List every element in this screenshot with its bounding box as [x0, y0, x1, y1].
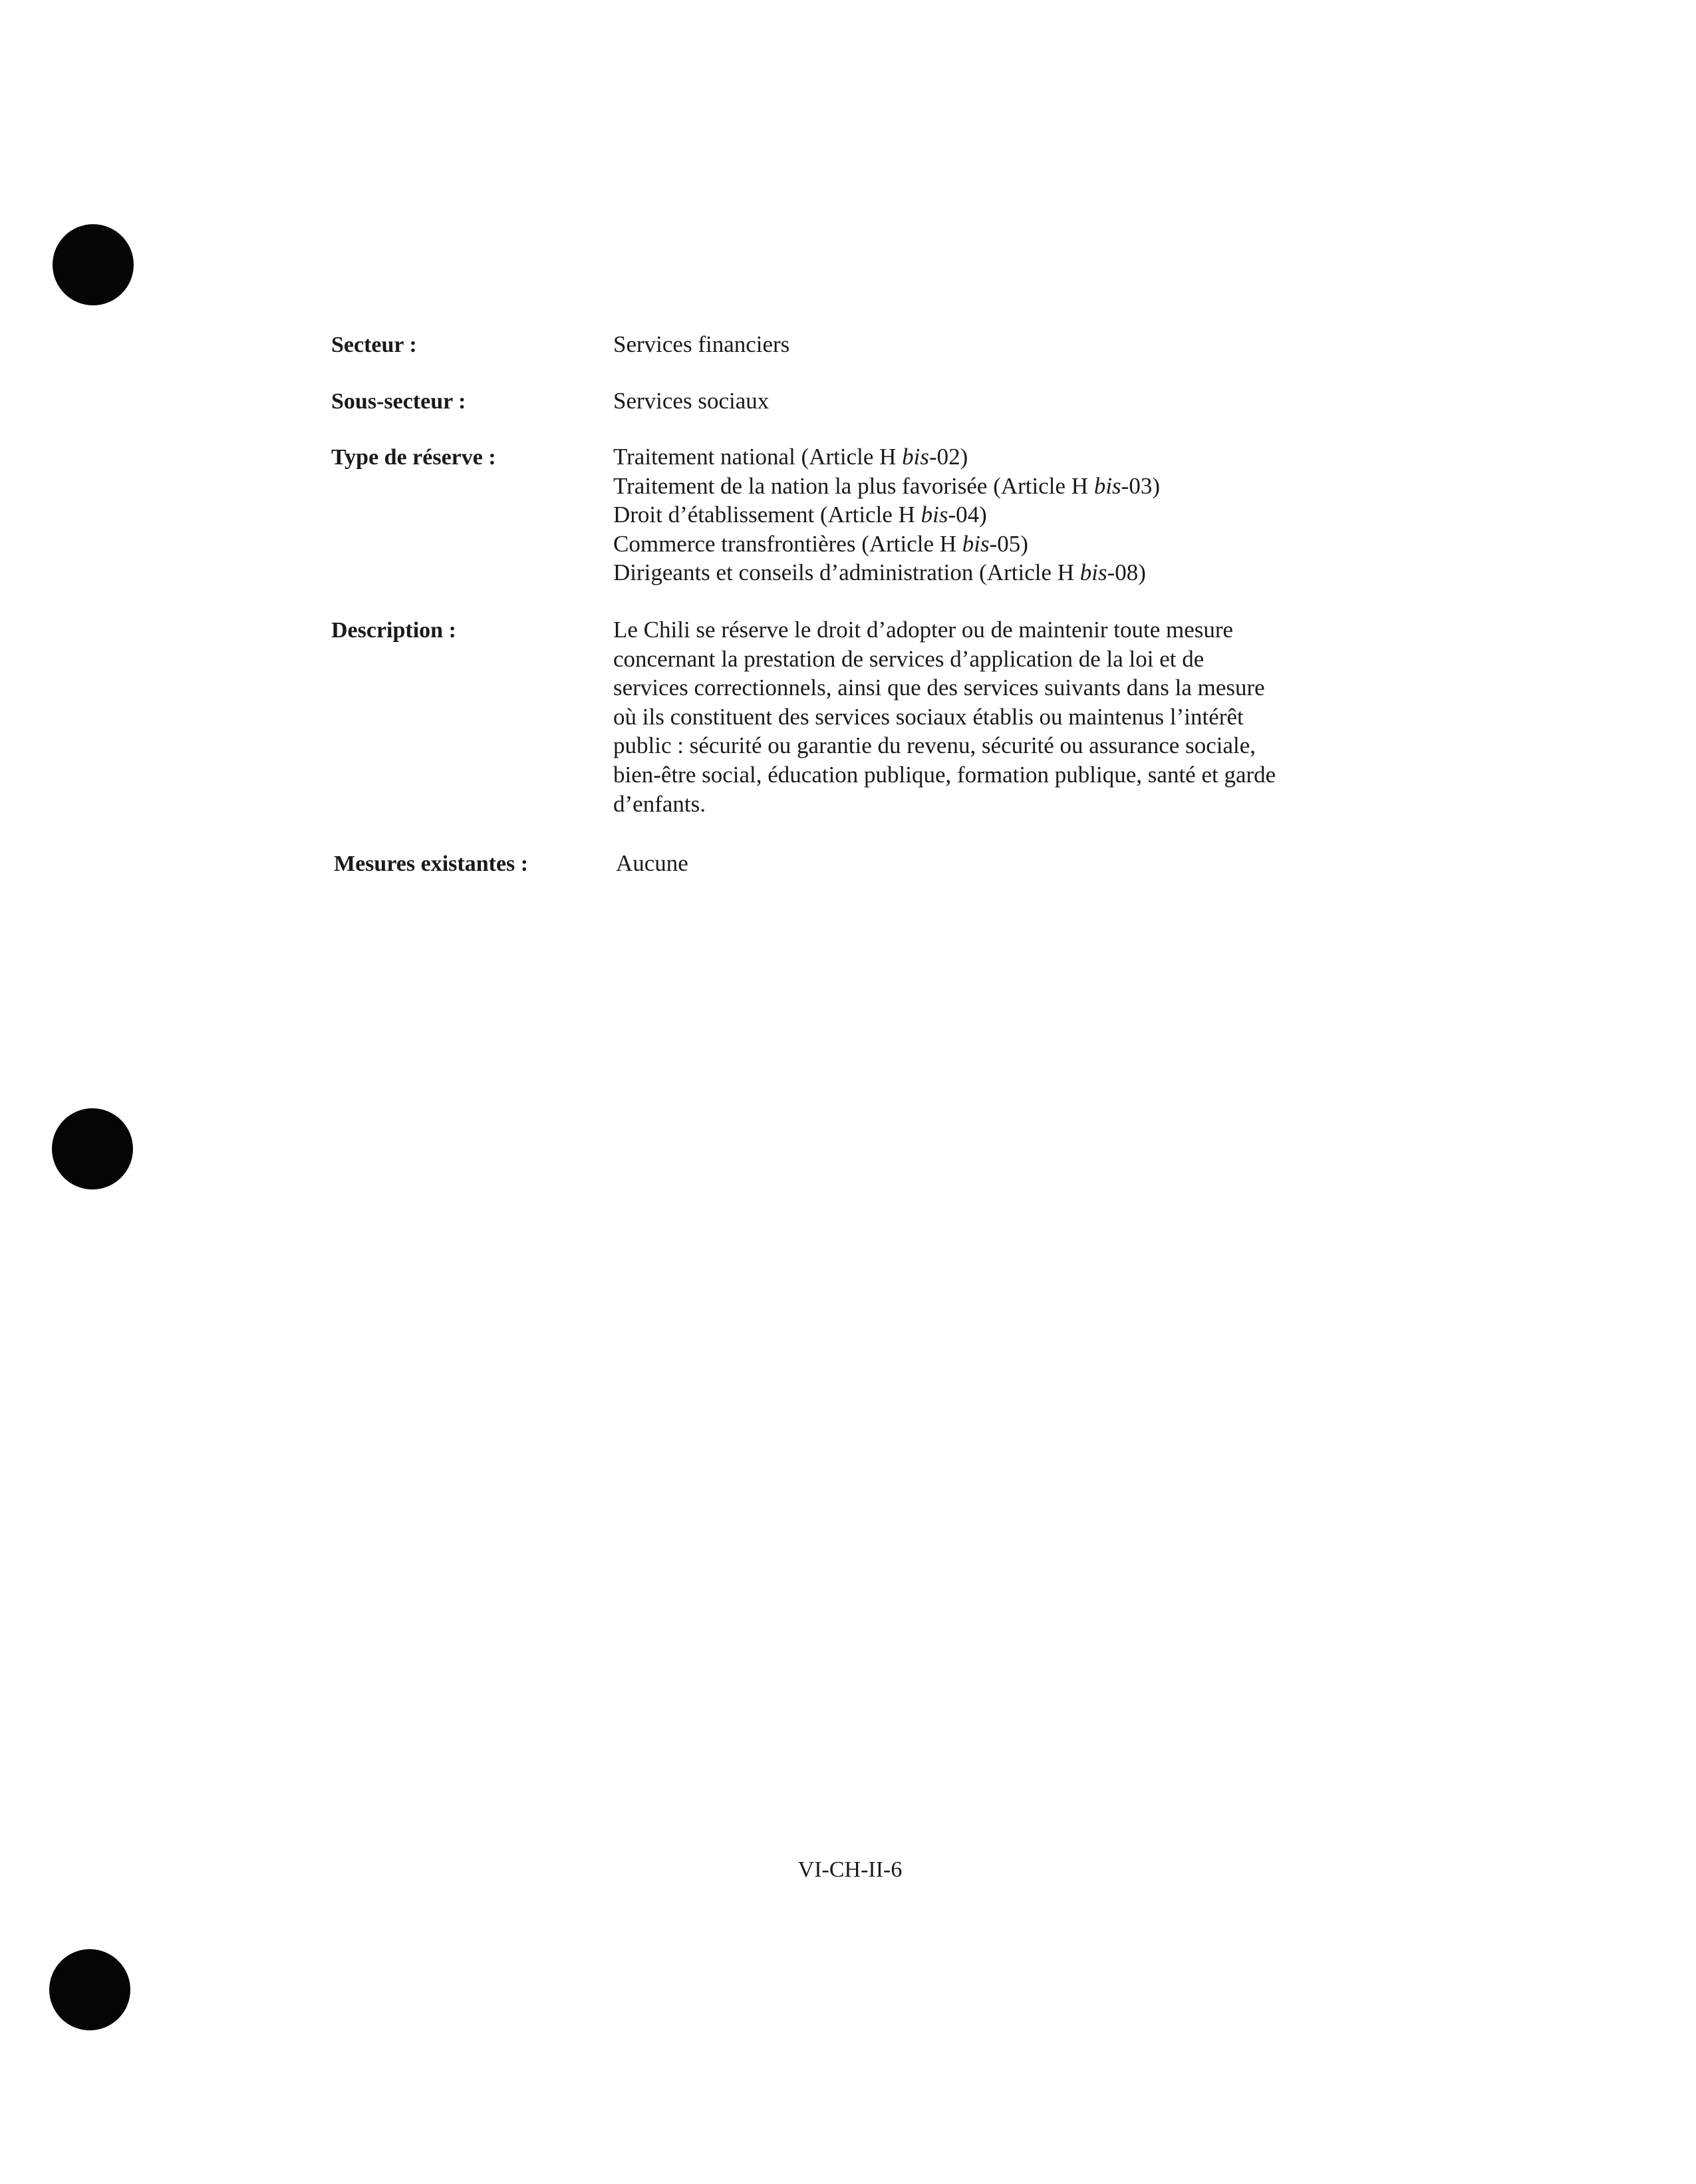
sous-secteur-value: Services sociaux: [613, 388, 770, 414]
sous-secteur-label: Sous-secteur :: [331, 389, 466, 414]
punch-hole-top: [53, 224, 134, 305]
punch-hole-middle: [52, 1108, 133, 1189]
mesures-existantes-value: Aucune: [616, 850, 688, 876]
reserve-item: Traitement national (Article H bis-02): [613, 444, 968, 470]
mesures-existantes-label: Mesures existantes :: [334, 852, 529, 876]
description-text: Le Chili se réserve le droit d’adopter ou de maintenir toute mesure concernant la prestation de services d’application de la loi et de services correctionnels, ainsi que des services suivants dans la mesure où ils constituent des services sociaux établis ou maintenus l’intérêt public : sécurité ou garantie du revenu, sécurité ou assurance sociale, bien-être social, éducation publique, formation publique, santé et garde d’enfants.: [613, 617, 1276, 817]
type-de-reserve-list: [613, 442, 1160, 587]
reserve-item: Traitement de la nation la plus favorisée (Article H bis-03): [613, 472, 1160, 499]
description-label: Description :: [331, 618, 456, 643]
secteur-value: Services financiers: [613, 331, 790, 357]
reserve-item: Droit d’établissement (Article H bis-04): [613, 502, 987, 528]
reserve-item: Commerce transfrontières (Article H bis-05): [613, 530, 1028, 557]
secteur-label: Secteur :: [331, 333, 417, 357]
reserve-item: Dirigeants et conseils d’administration (Article H bis-08): [613, 559, 1146, 586]
punch-hole-bottom: [49, 1949, 130, 2030]
page-number: VI-CH-II-6: [797, 1857, 903, 1882]
type-de-reserve-label: Type de réserve :: [331, 445, 496, 470]
